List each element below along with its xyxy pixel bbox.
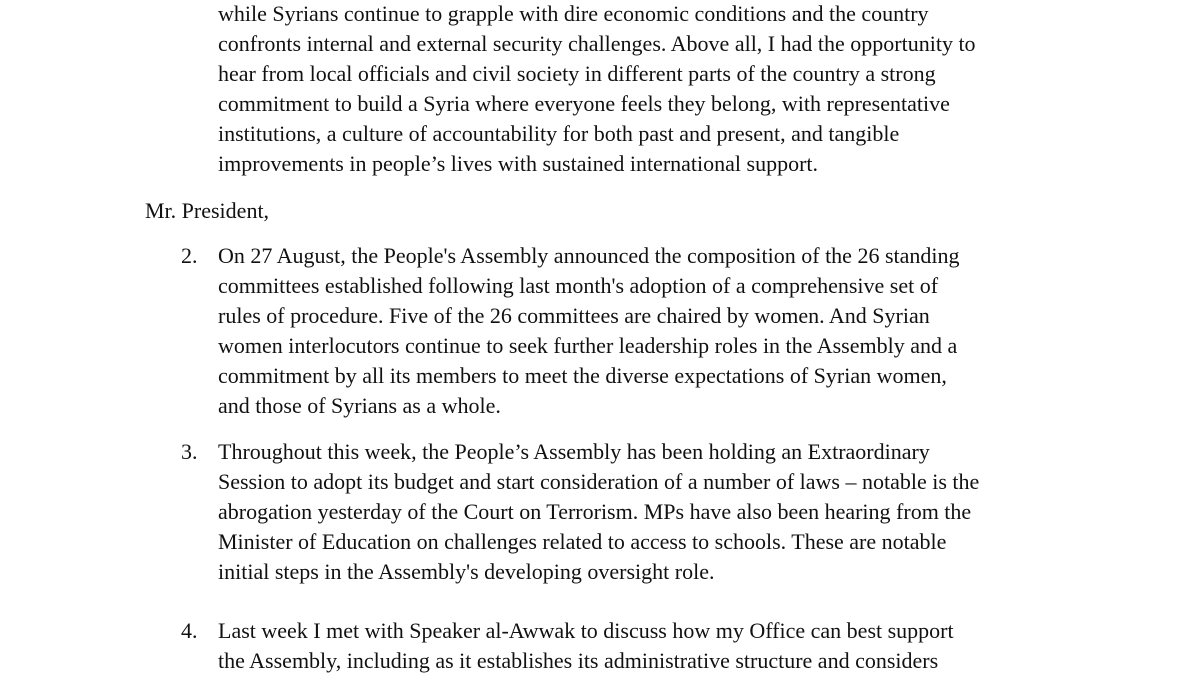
text-line: confronts internal and external security challenges. Above all, I had the opportunity to [218, 31, 976, 56]
text-line: the Assembly, including as it establishes its administrative structure and considers [218, 648, 939, 673]
text-line: institutions, a culture of accountability for both past and present, and tangible [218, 121, 900, 146]
text-line: abrogation yesterday of the Court on Terrorism. MPs have also been hearing from the [218, 499, 972, 524]
text-line: committees established following last month's adoption of a comprehensive set of [218, 273, 939, 298]
text-line: initial steps in the Assembly's developing oversight role. [218, 559, 715, 584]
text-line: improvements in people’s lives with sustained international support. [218, 151, 819, 176]
text-line: hear from local officials and civil society in different parts of the country a strong [218, 61, 936, 86]
paragraph-number: 2. [181, 243, 198, 268]
paragraph-number: 3. [181, 439, 198, 464]
salutation: Mr. President, [145, 198, 270, 223]
paragraph-number: 4. [181, 618, 198, 643]
text-line: women interlocutors continue to seek further leadership roles in the Assembly and a [218, 333, 958, 358]
text-line: Session to adopt its budget and start consideration of a number of laws – notable is the [218, 469, 980, 494]
text-line: On 27 August, the People's Assembly announced the composition of the 26 standing [218, 243, 960, 268]
text-line: commitment by all its members to meet the diverse expectations of Syrian women, [218, 363, 947, 388]
text-line: while Syrians continue to grapple with dire economic conditions and the country [218, 1, 929, 26]
text-line: and those of Syrians as a whole. [218, 393, 501, 418]
text-line: Last week I met with Speaker al-Awwak to discuss how my Office can best support [218, 618, 954, 643]
text-line: rules of procedure. Five of the 26 committees are chaired by women. And Syrian [218, 303, 930, 328]
text-line: Minister of Education on challenges related to access to schools. These are notable [218, 529, 947, 554]
text-line: commitment to build a Syria where everyone feels they belong, with representative [218, 91, 950, 116]
text-line: Throughout this week, the People’s Assembly has been holding an Extraordinary [218, 439, 930, 464]
